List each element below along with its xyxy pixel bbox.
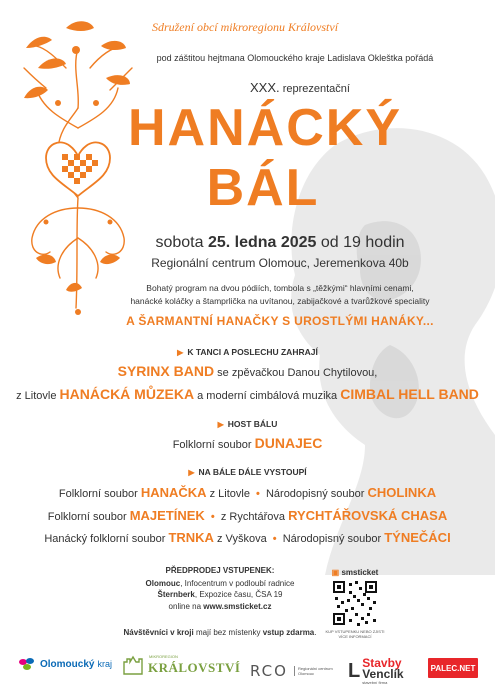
performers-row-1	[0, 485, 495, 500]
rco-sub: Regionální centrum Olomouc	[294, 666, 336, 676]
performer-trnka: TRNKA	[168, 530, 214, 545]
performers-row-2	[0, 508, 495, 523]
kralovstvi-kicker: MIKROREGION	[149, 654, 178, 659]
guest-name: DUNAJEC	[254, 435, 323, 451]
visitors-end: vstup zdarma	[262, 628, 315, 637]
ticket-icon: ▣	[331, 568, 340, 577]
presale-olomouc	[130, 578, 310, 590]
qr-brand-label: smsticket	[341, 568, 379, 577]
performer-place: z Vyškova	[217, 533, 267, 545]
guest-line	[0, 435, 495, 451]
qr-caption: KUP VSTUPENKU NEBO ZJISTI VÍCE INFORMACÍ	[325, 629, 385, 639]
bullet: •	[272, 533, 277, 545]
program-line-1: Bohatý program na dvou pódiích, tombola s „těžkými“ hlavními cenami,	[146, 283, 414, 293]
band-syrinx: SYRINX BAND	[117, 363, 215, 379]
edition-suffix: reprezentační	[282, 83, 350, 95]
logo-stavby-venclik	[348, 658, 404, 685]
stavby-label: Stavby	[362, 656, 402, 670]
castle-icon	[122, 654, 144, 676]
olomoucky-label: Olomoucký	[40, 658, 95, 670]
program-description	[90, 282, 470, 308]
presale-url[interactable]: www.smsticket.cz	[203, 601, 272, 611]
logo-rco	[250, 662, 336, 680]
logo-olomoucky-kraj	[18, 656, 112, 672]
folk-ornament	[6, 8, 146, 328]
triangle-icon: ▶	[217, 420, 224, 429]
band-cimbal-hell: CIMBAL HELL BAND	[340, 386, 479, 402]
triangle-icon: ▶	[177, 348, 184, 357]
band2-mid: a moderní cimbálová muzika	[197, 390, 338, 402]
performer-prefix: Národopisný soubor	[265, 488, 365, 500]
stavby-text	[362, 658, 403, 685]
triangle-icon: ▶	[188, 468, 195, 477]
music-line-2	[0, 386, 495, 402]
performer-prefix: Národopisný soubor	[282, 533, 382, 545]
date-suffix: od 19 hodin	[320, 234, 405, 251]
performer-place: z Litovle	[209, 488, 250, 500]
logo-palec-net: PALEC.NET	[428, 658, 478, 678]
guest-prefix: Folklorní soubor	[172, 439, 252, 451]
performer-hanacka: HANAČKA	[140, 485, 207, 500]
guest-heading-label: HOST BÁLU	[227, 419, 278, 429]
performer-prefix: Hanácký folklorní soubor	[44, 533, 166, 545]
performer-cholinka: CHOLINKA	[367, 485, 437, 500]
date-main: 25. ledna 2025	[207, 234, 317, 251]
title-line-2: BÁL	[206, 159, 320, 217]
event-venue: Regionální centrum Olomouc, Jeremenkova 40b	[151, 256, 409, 270]
presale-location: , Infocentrum v podloubí radnice	[180, 578, 295, 588]
costume-note	[95, 628, 345, 637]
presale-online-prefix: online na	[168, 601, 202, 611]
performer-place: z Rychtářova	[220, 511, 286, 523]
edition-line	[200, 80, 400, 95]
performers-heading-label: NA BÁLE DÁLE VYSTOUPÍ	[198, 467, 307, 477]
date-prefix: sobota	[155, 234, 204, 251]
bullet: •	[210, 511, 215, 523]
presale-location: , Expozice času, ČSA 19	[194, 590, 283, 599]
performer-prefix: Folklorní soubor	[58, 488, 138, 500]
presale-city: Olomouc	[145, 578, 181, 588]
performer-tynecaci: TÝNEČÁCI	[384, 530, 451, 545]
qr-code[interactable]	[331, 579, 379, 627]
patronage-line: pod záštitou hejtmana Olomouckého kraje Ladislava Okleštka pořádá	[156, 53, 434, 63]
presale-sternberk	[130, 589, 310, 601]
band2-prefix: z Litovle	[16, 390, 57, 402]
organizer-name: Sdružení obcí mikroregionu Království	[151, 20, 339, 34]
visitors-dot: .	[314, 628, 317, 637]
logo-kralovstvi	[122, 654, 240, 676]
presale-heading: PŘEDPRODEJ VSTUPENEK:	[165, 566, 275, 575]
event-date	[110, 234, 450, 252]
presale-city: Šternberk	[157, 590, 195, 599]
qr-block	[325, 568, 385, 639]
rco-label: RCO	[250, 662, 288, 680]
smsticket-logo	[325, 568, 385, 577]
sponsor-logos	[0, 650, 495, 695]
visitors-strong: Návštěvníci v kroji	[123, 628, 194, 637]
band-hanacka-muzeka: HANÁCKÁ MŮZEKA	[59, 386, 195, 402]
music-line-1	[0, 363, 495, 379]
stavby-letter: L	[348, 660, 361, 682]
presale-info	[130, 565, 310, 612]
music-heading-label: K TANCI A POSLECHU ZAHRAJÍ	[187, 347, 318, 357]
bullet: •	[256, 488, 260, 500]
performer-rychtarovska: RYCHTÁŘOVSKÁ CHASA	[288, 508, 448, 523]
venclik-label: Venclík	[362, 667, 404, 681]
band-syrinx-note: se zpěvačkou Danou Chytilovou,	[217, 367, 378, 379]
slogan: A ŠARMANTNÍ HANAČKY S UROSTLÝMI HANÁKY...	[126, 314, 434, 328]
performers-heading	[0, 467, 495, 477]
visitors-mid: mají bez místenky	[195, 628, 261, 637]
performer-prefix: Folklorní soubor	[47, 511, 127, 523]
olomoucky-kraj-icon	[18, 656, 36, 672]
edition-number: XXX.	[250, 80, 280, 95]
stavby-sub: stavební firma	[362, 680, 388, 685]
performer-majetinek: MAJETÍNEK	[129, 508, 205, 523]
music-heading	[0, 347, 495, 357]
performers-row-3	[0, 530, 495, 545]
presale-online	[130, 601, 310, 613]
kraj-label: kraj	[97, 659, 112, 669]
kralovstvi-label: KRÁLOVSTVÍ	[148, 660, 241, 675]
program-line-2: hanácké koláčky a štamprlička na uvítanou, zabijačkové a tvarůžkové speciality	[130, 296, 430, 306]
guest-heading	[0, 419, 495, 429]
title-line-1: HANÁCKÝ	[128, 99, 402, 157]
